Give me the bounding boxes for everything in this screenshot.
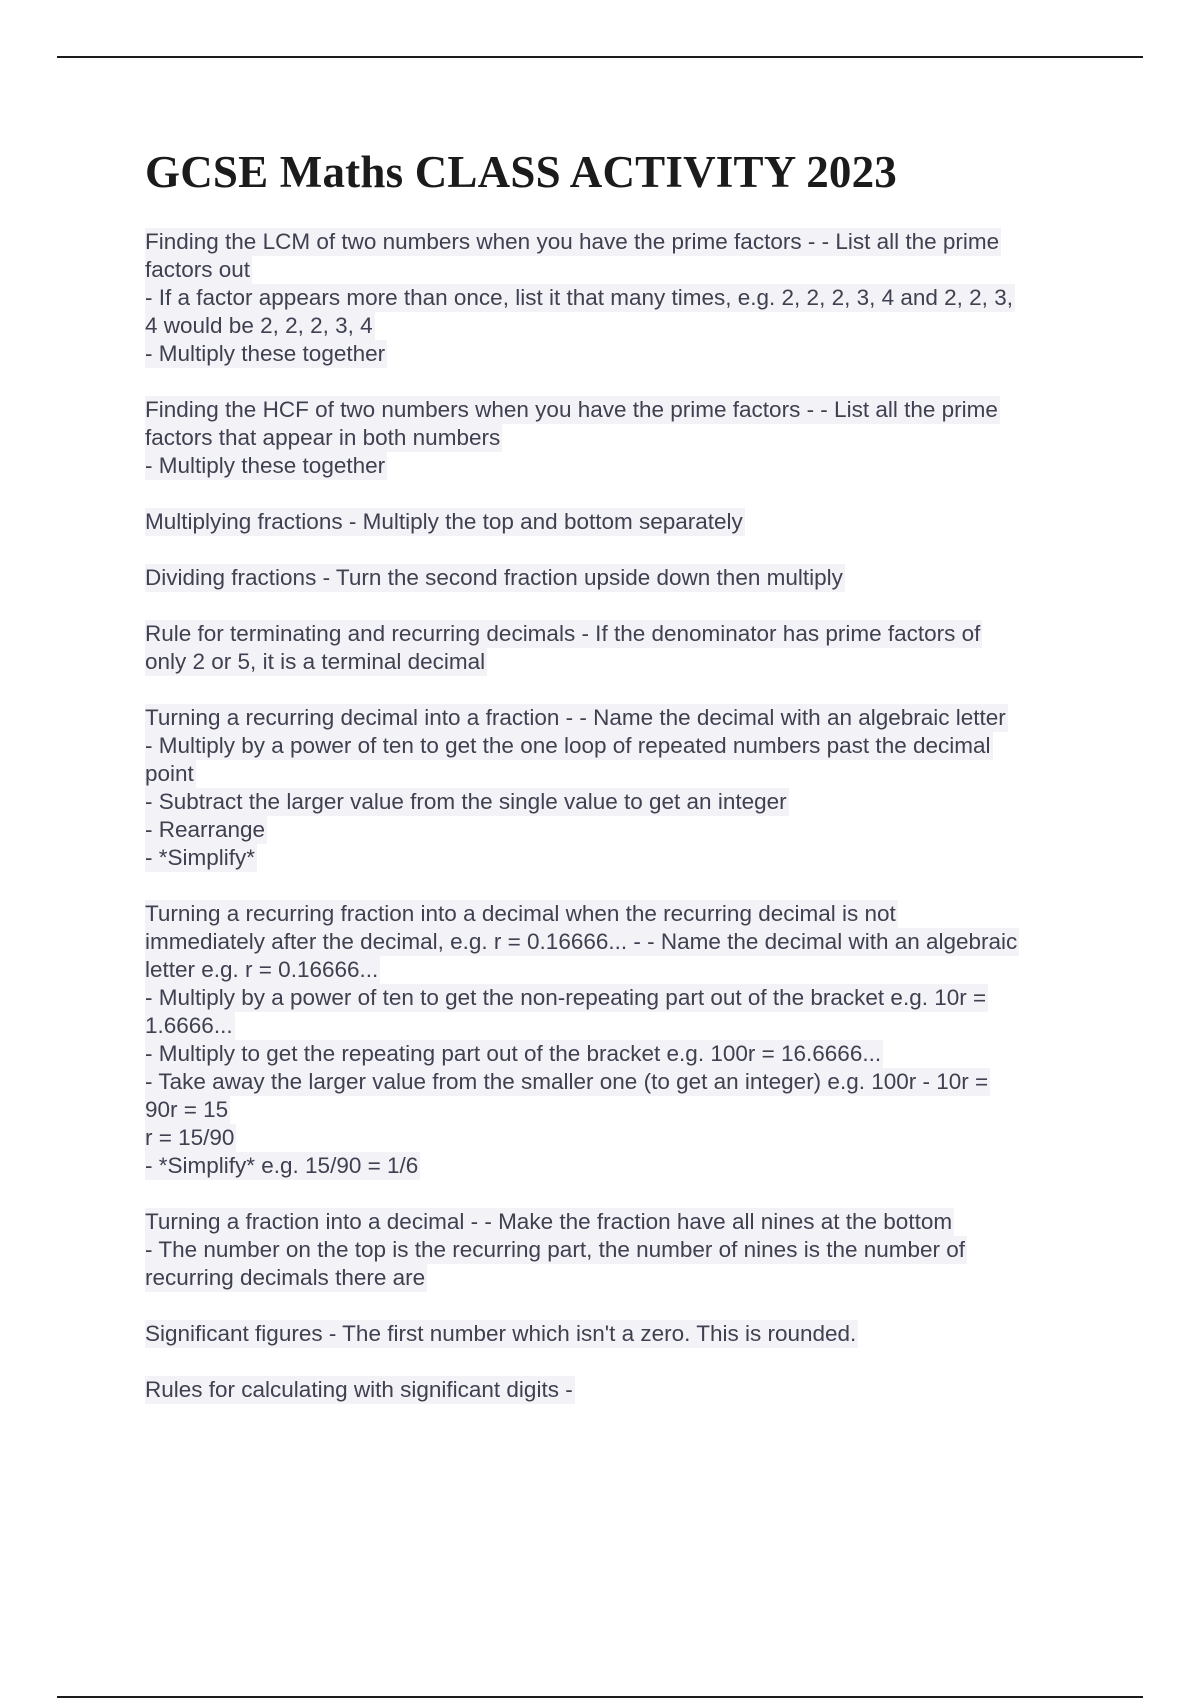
flashcard-item bbox=[145, 704, 1085, 872]
flashcard-text-line: - *Simplify* bbox=[145, 845, 256, 870]
flashcard-item bbox=[145, 228, 1085, 368]
flashcard-text-line: 90r = 15 bbox=[145, 1097, 229, 1122]
flashcard-list bbox=[145, 228, 1085, 1432]
flashcard-text-line: immediately after the decimal, e.g. r = 0.16666... - - Name the decimal with an algebraic bbox=[145, 929, 1018, 954]
bottom-divider bbox=[57, 1696, 1143, 1698]
flashcard-item bbox=[145, 1320, 1085, 1348]
flashcard-text-line: - Take away the larger value from the smaller one (to get an integer) e.g. 100r - 10r = bbox=[145, 1069, 989, 1094]
flashcard-item bbox=[145, 1208, 1085, 1292]
top-divider bbox=[57, 56, 1143, 58]
flashcard-text-line: Turning a fraction into a decimal - - Make the fraction have all nines at the bottom bbox=[145, 1209, 953, 1234]
flashcard-text-line: - Multiply by a power of ten to get the non-repeating part out of the bracket e.g. 10r = bbox=[145, 985, 987, 1010]
flashcard-text-line: 1.6666... bbox=[145, 1013, 233, 1038]
flashcard-text-line: Dividing fractions - Turn the second fraction upside down then multiply bbox=[145, 565, 843, 590]
flashcard-text-line: - Multiply these together bbox=[145, 453, 386, 478]
flashcard-text-line: Turning a recurring decimal into a fraction - - Name the decimal with an algebraic letter bbox=[145, 705, 1006, 730]
flashcard-text-line: Finding the HCF of two numbers when you have the prime factors - - List all the prime bbox=[145, 397, 998, 422]
flashcard-text-line: r = 15/90 bbox=[145, 1125, 235, 1150]
flashcard-text-line: - If a factor appears more than once, list it that many times, e.g. 2, 2, 2, 3, 4 and 2, 2, 3, bbox=[145, 285, 1013, 310]
flashcard-text-line: Rules for calculating with significant digits - bbox=[145, 1377, 573, 1402]
flashcard-item bbox=[145, 396, 1085, 480]
flashcard-text-line: - Multiply by a power of ten to get the one loop of repeated numbers past the decimal bbox=[145, 733, 991, 758]
flashcard-text-line: Multiplying fractions - Multiply the top and bottom separately bbox=[145, 509, 743, 534]
flashcard-item bbox=[145, 620, 1085, 676]
flashcard-text-line: factors out bbox=[145, 257, 251, 282]
flashcard-item bbox=[145, 564, 1085, 592]
flashcard-item bbox=[145, 900, 1085, 1180]
flashcard-text-line: Rule for terminating and recurring decimals - If the denominator has prime factors of bbox=[145, 621, 981, 646]
flashcard-text-line: Significant figures - The first number which isn't a zero. This is rounded. bbox=[145, 1321, 857, 1346]
flashcard-text-line: - Subtract the larger value from the single value to get an integer bbox=[145, 789, 787, 814]
flashcard-text-line: recurring decimals there are bbox=[145, 1265, 426, 1290]
flashcard-text-line: factors that appear in both numbers bbox=[145, 425, 501, 450]
flashcard-text-line: - Rearrange bbox=[145, 817, 266, 842]
flashcard-text-line: - Multiply these together bbox=[145, 341, 386, 366]
flashcard-text-line: Finding the LCM of two numbers when you have the prime factors - - List all the prime bbox=[145, 229, 1000, 254]
page-title: GCSE Maths CLASS ACTIVITY 2023 bbox=[145, 147, 897, 197]
flashcard-text-line: Turning a recurring fraction into a decimal when the recurring decimal is not bbox=[145, 901, 896, 926]
flashcard-text-line: - Multiply to get the repeating part out of the bracket e.g. 100r = 16.6666... bbox=[145, 1041, 882, 1066]
flashcard-text-line: 4 would be 2, 2, 2, 3, 4 bbox=[145, 313, 373, 338]
flashcard-item bbox=[145, 508, 1085, 536]
flashcard-text-line: - *Simplify* e.g. 15/90 = 1/6 bbox=[145, 1153, 419, 1178]
flashcard-item bbox=[145, 1376, 1085, 1404]
flashcard-text-line: only 2 or 5, it is a terminal decimal bbox=[145, 649, 486, 674]
flashcard-text-line: letter e.g. r = 0.16666... bbox=[145, 957, 379, 982]
flashcard-text-line: - The number on the top is the recurring part, the number of nines is the number of bbox=[145, 1237, 966, 1262]
flashcard-text-line: point bbox=[145, 761, 194, 786]
